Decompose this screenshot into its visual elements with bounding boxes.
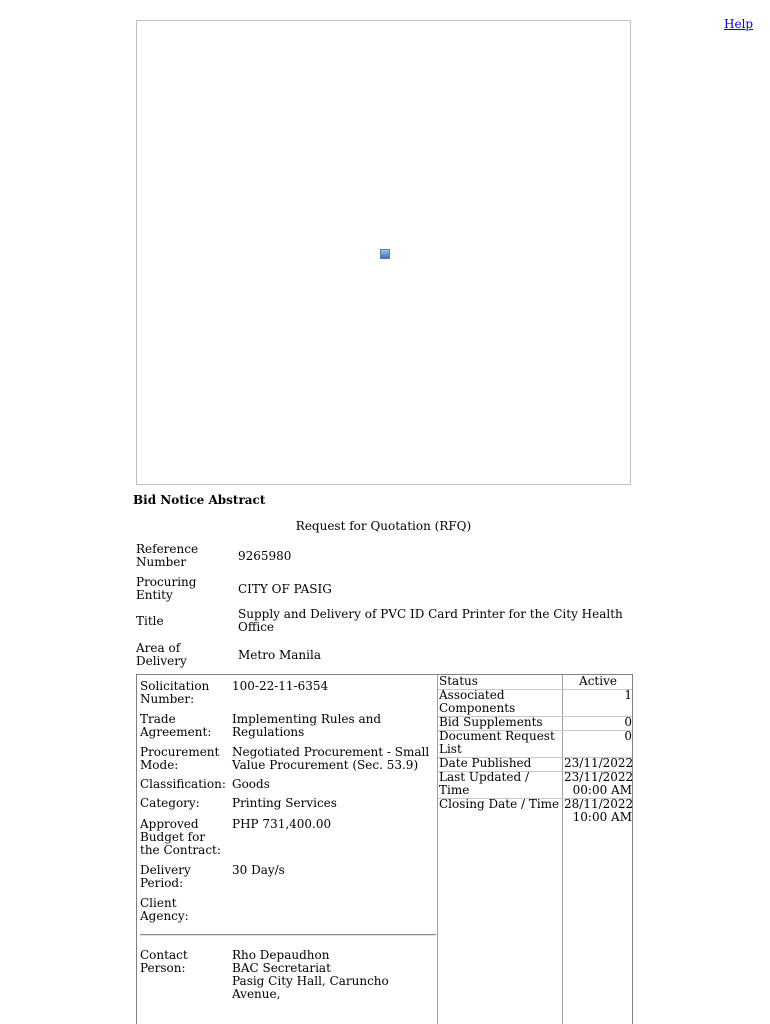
- detail-value: 30 Day/s: [232, 863, 285, 877]
- section-divider: [140, 934, 436, 936]
- info-value: CITY OF PASIG: [238, 582, 332, 596]
- detail-left-pane: [137, 675, 438, 1024]
- status-value: 0: [624, 715, 632, 729]
- info-label: Area of Delivery: [136, 641, 187, 668]
- status-value: 0: [624, 729, 632, 743]
- info-label: Procuring Entity: [136, 575, 197, 602]
- status-panel: [438, 675, 632, 1024]
- detail-value: Implementing Rules and Regulations: [232, 712, 382, 739]
- status-value: 28/11/2022 10:00 AM: [564, 797, 634, 824]
- detail-table: [136, 674, 633, 1024]
- status-key: Last Updated / Time: [439, 770, 530, 797]
- status-row: [438, 730, 632, 758]
- info-label: Reference Number: [136, 542, 199, 569]
- status-value: Active: [579, 674, 617, 688]
- detail-label: Delivery Period:: [140, 863, 191, 890]
- detail-value: PHP 731,400.00: [232, 817, 332, 831]
- broken-image-icon: [380, 249, 390, 259]
- status-value: 1: [624, 688, 632, 702]
- contact-address: Pasig City Hall, Caruncho Avenue,: [232, 974, 389, 1001]
- help-link[interactable]: Help: [724, 17, 754, 31]
- status-row: [438, 689, 632, 717]
- status-key: Status: [439, 674, 478, 688]
- info-value: 9265980: [238, 549, 292, 563]
- info-label: Title: [136, 614, 164, 628]
- status-key: Document Request List: [439, 729, 555, 756]
- status-key: Associated Components: [439, 688, 516, 715]
- notice-type: Request for Quotation (RFQ): [295, 519, 472, 533]
- detail-value: Goods: [232, 777, 270, 791]
- status-key: Bid Supplements: [439, 715, 543, 729]
- detail-label: Client Agency:: [140, 896, 189, 923]
- status-key: Date Published: [439, 756, 532, 770]
- status-row: [438, 798, 632, 825]
- detail-label: Approved Budget for the Contract:: [140, 817, 221, 857]
- detail-label: Procurement Mode:: [140, 745, 220, 772]
- contact-office: BAC Secretariat: [232, 961, 331, 975]
- contact-value: [232, 949, 437, 1001]
- detail-label: Classification:: [140, 777, 226, 791]
- info-value: Supply and Delivery of PVC ID Card Printer for the City Health Office: [238, 607, 623, 634]
- status-value: 23/11/2022 00:00 AM: [564, 770, 634, 797]
- detail-label: Contact Person:: [140, 948, 188, 975]
- status-key: Closing Date / Time: [439, 797, 560, 811]
- detail-value: 100-22-11-6354: [232, 679, 329, 693]
- detail-label: Category:: [140, 796, 200, 810]
- status-value: 23/11/2022: [564, 756, 634, 770]
- section-title: Bid Notice Abstract: [133, 493, 266, 507]
- detail-label: Trade Agreement:: [140, 712, 212, 739]
- detail-label: Solicitation Number:: [140, 679, 210, 706]
- info-value: Metro Manila: [238, 648, 321, 662]
- contact-name: Rho Depaudhon: [232, 948, 330, 962]
- notice-image-frame: [136, 20, 631, 485]
- detail-value: Printing Services: [232, 796, 337, 810]
- detail-value: Negotiated Procurement - Small Value Procurement (Sec. 53.9): [232, 745, 430, 772]
- status-row: [438, 771, 632, 799]
